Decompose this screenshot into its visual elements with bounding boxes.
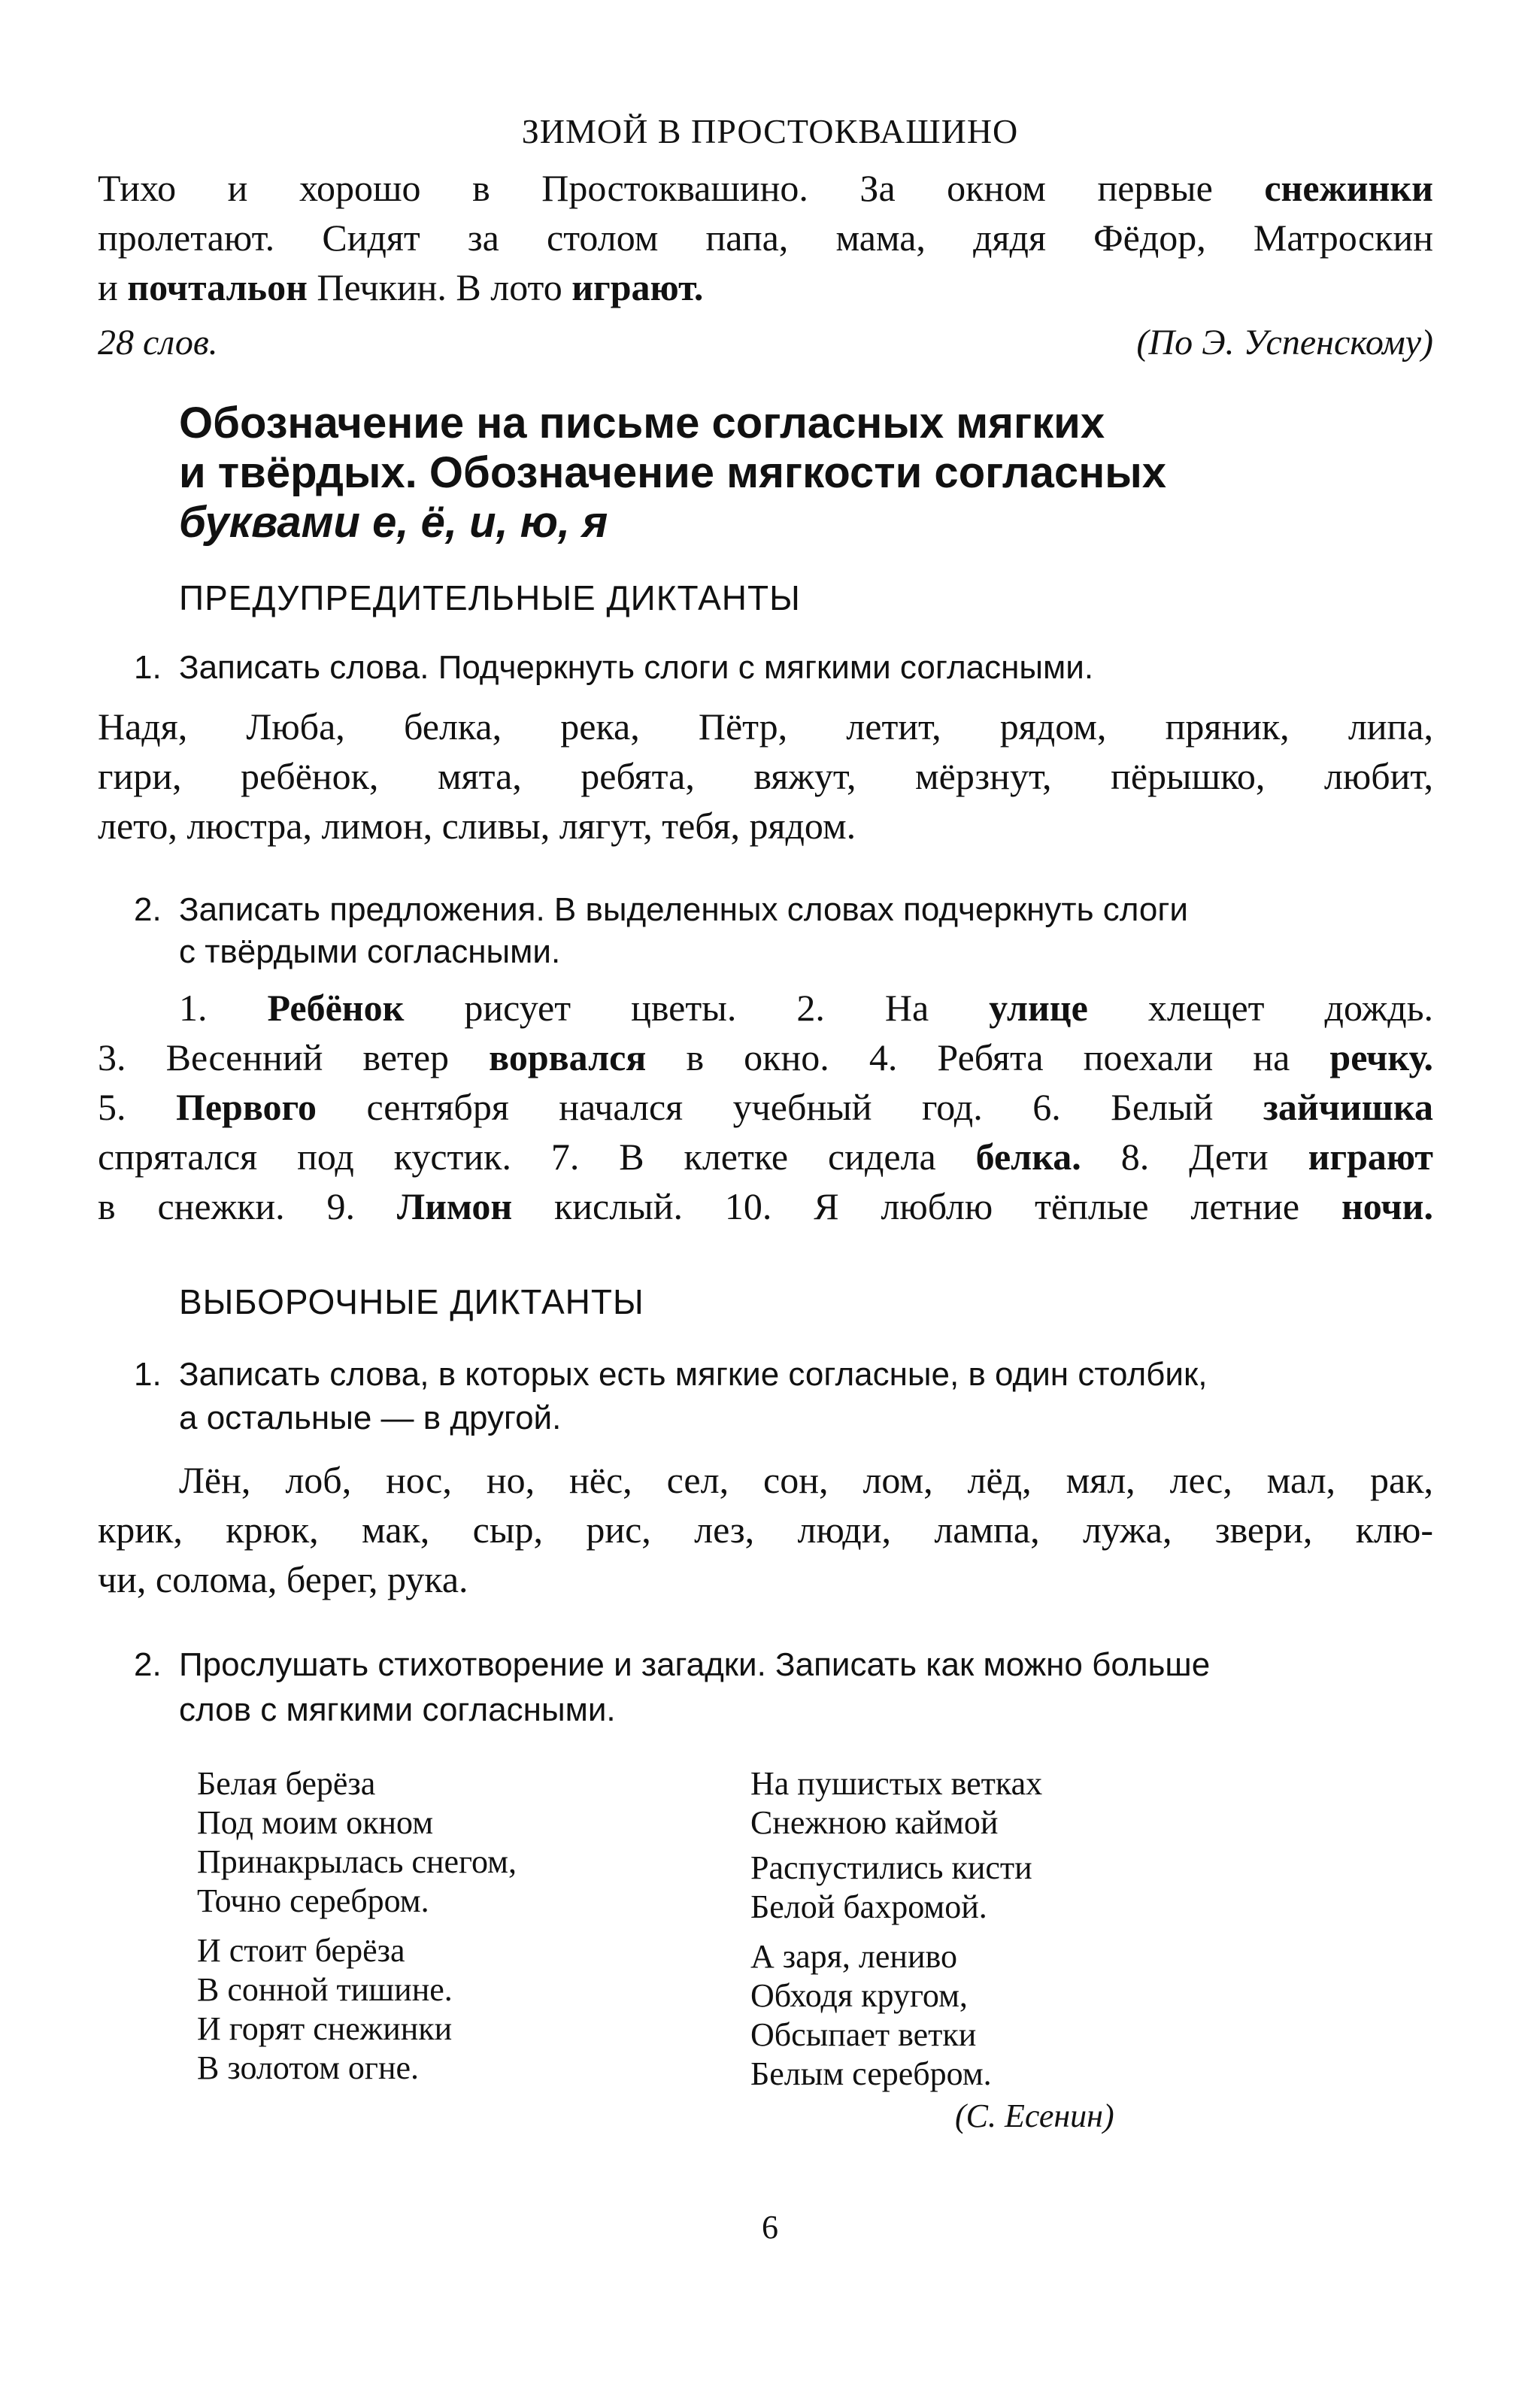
poem-line: Белой бахромой. [750,1888,987,1925]
poem-line: Распустились кисти [750,1849,1032,1886]
bold-word: зайчишка [1263,1086,1433,1128]
bold-word: белка. [975,1136,1081,1178]
word-list-line: гири, ребёнок, мята, ребята, вяжут, мёрзнут, пёрышко, любит, [98,755,1433,797]
task-number: 2. [134,1646,162,1683]
section-heading-line: Обозначение на письме согласных мягких [179,399,1105,447]
task-instruction: слов с мягкими согласными. [179,1691,616,1728]
word-list-line: Лён, лоб, нос, но, нёс, сел, сон, лом, лёд, мял, лес, мал, рак, [179,1459,1433,1501]
sentence-line: спрятался под кустик. 7. В клетке сидела белка. 8. Дети играют [98,1136,1433,1178]
word-list-line: Надя, Люба, белка, река, Пётр, летит, рядом, пряник, липа, [98,705,1433,748]
story-title: ЗИМОЙ В ПРОСТОКВАШИНО [521,112,1019,150]
poem-line: В сонной тишине. [197,1971,453,2008]
poem-line: И стоит берёза [197,1932,405,1969]
story-line: Тихо и хорошо в Простоквашино. За окном первые снежинки [98,167,1433,209]
bold-word: Ребёнок [267,987,405,1029]
poem-line: Под моим окном [197,1804,434,1841]
task-number: 1. [134,649,162,686]
bold-word: ворвался [489,1036,647,1078]
word-list-line: чи, солома, берег, рука. [98,1558,468,1600]
poem-line: На пушистых ветках [750,1765,1043,1802]
poem-line: Обходя кругом, [750,1977,968,2014]
subsection-title: ВЫБОРОЧНЫЕ ДИКТАНТЫ [179,1282,644,1321]
task-number: 2. [134,891,162,928]
task-instruction: Записать предложения. В выделенных словах подчеркнуть слоги [179,891,1188,928]
sentence-line: 5. Первого сентября начался учебный год. 6. Белый зайчишка [98,1086,1433,1128]
section-heading-line: и твёрдых. Обозначение мягкости согласных [179,448,1167,497]
poem-line: Белым серебром. [750,2055,992,2092]
bold-word: речку. [1329,1036,1433,1078]
poem-author: (С. Есенин) [955,2097,1114,2134]
task-instruction: Записать слова. Подчеркнуть слоги с мягкими согласными. [179,649,1094,686]
word-list-line: крик, крюк, мак, сыр, рис, лез, люди, лампа, лужа, звери, клю- [98,1509,1433,1551]
bold-word: Лимон [396,1185,513,1227]
task-instruction: Записать слова, в которых есть мягкие согласные, в один столбик, [179,1356,1208,1393]
sentence-line: 3. Весенний ветер ворвался в окно. 4. Ребята поехали на речку. [98,1036,1433,1078]
bold-word: почтальон [127,266,308,308]
word-list-line: лето, люстра, лимон, сливы, лягут, тебя, рядом. [98,805,856,847]
bold-word: улице [989,987,1088,1029]
task-instruction: а остальные — в другой. [179,1400,562,1436]
sentence-line: в снежки. 9. Лимон кислый. 10. Я люблю тёплые летние ночи. [98,1185,1433,1227]
task-number: 1. [134,1356,162,1393]
bold-word: снежинки [1264,167,1433,209]
poem-line: Снежною каймой [750,1804,999,1841]
bold-word: играют. [571,266,704,308]
poem-line: Точно серебром. [197,1882,429,1919]
story-line: пролетают. Сидят за столом папа, мама, дядя Фёдор, Матроскин [98,217,1433,259]
page-number: 6 [762,2209,778,2246]
poem-line: Белая берёза [197,1765,376,1802]
bold-word: Первого [175,1086,317,1128]
sentence-line: 1. Ребёнок рисует цветы. 2. На улице хлещет дождь. [179,987,1433,1029]
task-instruction: с твёрдыми согласными. [179,933,561,970]
poem-line: А заря, лениво [750,1938,957,1975]
word-count: 28 слов. [98,323,218,362]
poem-line: И горят снежинки [197,2010,453,2047]
task-instruction: Прослушать стихотворение и загадки. Записать как можно больше [179,1646,1211,1683]
bold-word: ночи. [1341,1185,1433,1227]
poem-line: Обсыпает ветки [750,2016,977,2053]
poem-line: В золотом огне. [197,2049,420,2086]
bold-word: играют [1308,1136,1433,1178]
poem-line: Принакрылась снегом, [197,1843,517,1880]
story-line: и почтальон Печкин. В лото играют. [98,266,704,308]
subsection-title: ПРЕДУПРЕДИТЕЛЬНЫЕ ДИКТАНТЫ [179,578,801,617]
story-author: (По Э. Успенскому) [1136,323,1433,362]
section-heading-line: буквами е, ё, и, ю, я [179,498,608,547]
